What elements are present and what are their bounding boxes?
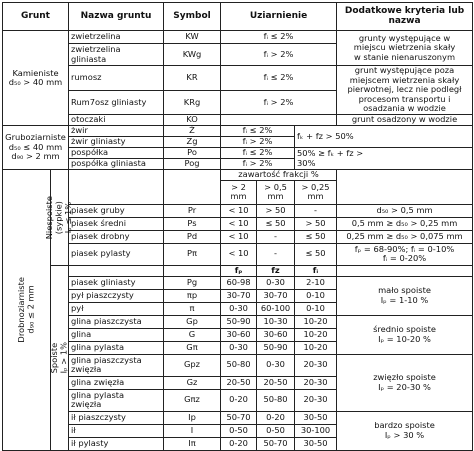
criteria-ko: grunt osadzony w wodzie xyxy=(337,115,473,126)
soil-name: zwietrzelina xyxy=(69,31,164,44)
soil-symbol: Pd xyxy=(164,230,221,243)
fraction-value: 30-60 xyxy=(221,328,257,341)
fraction-value: ≤ 50 xyxy=(257,217,295,230)
soil-symbol: KR xyxy=(164,66,221,91)
soil-symbol: Gp xyxy=(164,315,221,328)
soil-symbol: Zg xyxy=(164,137,221,148)
table-row xyxy=(3,276,473,289)
soil-symbol: KW xyxy=(164,31,221,44)
coarse-fraction-zwir: fₖ + fz > 50% xyxy=(295,126,473,148)
table-row xyxy=(3,315,473,328)
soil-name: żwir gliniasty xyxy=(69,137,164,148)
soil-name: glina zwięzła xyxy=(69,376,164,389)
soil-name: piasek gruby xyxy=(69,204,164,217)
group-gruboziarniste: Gruboziarniste d₅₀ ≤ 40 mm d₉₀ > 2 mm xyxy=(3,126,69,170)
soil-symbol: Gπz xyxy=(164,389,221,411)
table-row xyxy=(3,148,473,159)
fraction-value: 10-20 xyxy=(295,328,337,341)
gradation-value: fᵢ ≤ 2% xyxy=(221,31,337,44)
criteria-kr: grunt występujące poza miejscem wietrzenia skały pierwotnej, lecz nie podległ procesom transportu i osadzania w wodzie xyxy=(337,66,473,115)
fraction-value: < 10 xyxy=(221,217,257,230)
soil-name: glina piaszczysta zwięzła xyxy=(69,354,164,376)
soil-name: piasek drobny xyxy=(69,230,164,243)
soil-symbol: Gπ xyxy=(164,341,221,354)
fraction-value: 60-100 xyxy=(257,302,295,315)
table-row xyxy=(3,31,473,44)
criteria-kw: grunty występujące w miejscu wietrzenia skały w stanie nienaruszonym xyxy=(337,31,473,66)
fraction-value: 20-30 xyxy=(295,389,337,411)
fraction-header-row xyxy=(3,265,473,276)
soil-name: pospółka xyxy=(69,148,164,159)
soil-classification-sheet xyxy=(2,2,472,448)
gradation-value: fᵢ ≤ 2% xyxy=(221,66,337,91)
fraction-value: - xyxy=(295,204,337,217)
criteria: 0,25 mm ≥ d₅₀ > 0,075 mm xyxy=(337,230,473,243)
fraction-value: 50-70 xyxy=(257,437,295,450)
fraction-value: 20-30 xyxy=(295,354,337,376)
table-row xyxy=(3,126,473,137)
soil-name: glina pylasta xyxy=(69,341,164,354)
sieve-header: > 0,25 mm xyxy=(295,180,337,204)
sieve-header: > 2 mm xyxy=(221,180,257,204)
soil-name: pospółka gliniasta xyxy=(69,159,164,170)
gradation-value: fᵢ > 2% xyxy=(221,91,337,115)
soil-symbol: I xyxy=(164,424,221,437)
fraction-value: 0-10 xyxy=(295,302,337,315)
header-uziarnienie: Uziarnienie xyxy=(221,3,337,31)
cohesion-class: zwięzło spoiste Iₚ = 20-30 % xyxy=(337,354,473,411)
header-nazwa: Nazwa gruntu xyxy=(69,3,164,31)
fraction-value: - xyxy=(257,243,295,265)
fraction-value: 30-70 xyxy=(257,289,295,302)
fraction-content-header-row xyxy=(3,170,473,181)
fraction-value: ≤ 50 xyxy=(295,243,337,265)
soil-name: glina pylasta zwięzła xyxy=(69,389,164,411)
fraction-value: 30-60 xyxy=(257,328,295,341)
fraction-value: 0-20 xyxy=(257,411,295,424)
group-spoiste-label: Spoiste Iₚ > 1% xyxy=(49,341,69,374)
soil-name: ił piaszczysty xyxy=(69,411,164,424)
criteria: d₅₀ > 0,5 mm xyxy=(337,204,473,217)
gradation-value: fᵢ ≤ 2% xyxy=(221,126,295,137)
soil-symbol: Pg xyxy=(164,276,221,289)
group-kamieniste: Kamieniste d₅₀ > 40 mm xyxy=(3,31,69,126)
gradation-value xyxy=(221,115,337,126)
fraction-value: 0-20 xyxy=(221,389,257,411)
criteria: fₚ = 68-90%; fᵢ = 0-10% fᵢ = 0-20% xyxy=(337,243,473,265)
fraction-value: > 50 xyxy=(257,204,295,217)
fraction-value: > 50 xyxy=(295,217,337,230)
soil-symbol: Iπ xyxy=(164,437,221,450)
gradation-value: fᵢ > 2% xyxy=(221,137,295,148)
criteria: 0,5 mm ≥ d₅₀ > 0,25 mm xyxy=(337,217,473,230)
soil-symbol: Ps xyxy=(164,217,221,230)
soil-name: piasek pylasty xyxy=(69,243,164,265)
soil-name: pył xyxy=(69,302,164,315)
table-row xyxy=(3,115,473,126)
fraction-value: 20-30 xyxy=(295,376,337,389)
fraction-value: 0-50 xyxy=(257,424,295,437)
soil-symbol: Pπ xyxy=(164,243,221,265)
soil-symbol: Ip xyxy=(164,411,221,424)
soil-symbol: KO xyxy=(164,115,221,126)
soil-name: glina xyxy=(69,328,164,341)
gradation-value: fᵢ > 2% xyxy=(221,44,337,66)
fraction-value: < 10 xyxy=(221,243,257,265)
group-niespoiste-label: Niespoiste (sypkie) Iₚ ≤ 1% xyxy=(44,195,74,239)
soil-name: zwietrzelina gliniasta xyxy=(69,44,164,66)
soil-name: żwir xyxy=(69,126,164,137)
soil-name: Rum7osz gliniasty xyxy=(69,91,164,115)
group-spoiste xyxy=(51,265,69,450)
soil-symbol: Pog xyxy=(164,159,221,170)
soil-name: piasek gliniasty xyxy=(69,276,164,289)
fraction-value: 50-90 xyxy=(221,315,257,328)
fraction-value: 30-50 xyxy=(295,411,337,424)
table-row xyxy=(3,243,473,265)
fraction-value: < 10 xyxy=(221,204,257,217)
soil-classification-table xyxy=(2,2,473,451)
cohesion-class: bardzo spoiste Iₚ > 30 % xyxy=(337,411,473,450)
fraction-value: 30-70 xyxy=(221,289,257,302)
fraction-value: 20-50 xyxy=(257,376,295,389)
fraction-value: 50-80 xyxy=(257,389,295,411)
fraction-value: < 10 xyxy=(221,230,257,243)
header-grunt: Grunt xyxy=(3,3,69,31)
table-row xyxy=(3,354,473,376)
fraction-value: 30-50 xyxy=(295,437,337,450)
soil-name: rumosz xyxy=(69,66,164,91)
soil-symbol: KRg xyxy=(164,91,221,115)
fraction-value: 2-10 xyxy=(295,276,337,289)
header-kryteria: Dodatkowe kryteria lub nazwa xyxy=(337,3,473,31)
fraction-value: 0-20 xyxy=(221,437,257,450)
soil-symbol: Pr xyxy=(164,204,221,217)
fraction-value: 0-50 xyxy=(221,424,257,437)
soil-symbol: Gz xyxy=(164,376,221,389)
fraction-header-fp: fₚ xyxy=(221,265,257,276)
gradation-value: fᵢ ≤ 2% xyxy=(221,148,295,159)
fraction-value: 0-30 xyxy=(257,354,295,376)
cohesion-class: mało spoiste Iₚ = 1-10 % xyxy=(337,276,473,315)
soil-symbol: Ż xyxy=(164,126,221,137)
fraction-value: 10-30 xyxy=(257,315,295,328)
soil-name: glina piaszczysta xyxy=(69,315,164,328)
soil-symbol: Gpz xyxy=(164,354,221,376)
fraction-value: 30-100 xyxy=(295,424,337,437)
table-row xyxy=(3,411,473,424)
table-row xyxy=(3,66,473,91)
soil-name: ił pylasty xyxy=(69,437,164,450)
group-drobnoziarniste-label: Drobnoziarniste d₉₀ ≤ 2 mm xyxy=(16,276,36,343)
cohesion-class: średnio spoiste Iₚ = 10-20 % xyxy=(337,315,473,354)
soil-symbol: πp xyxy=(164,289,221,302)
gradation-value: fᵢ > 2% xyxy=(221,159,295,170)
soil-symbol: Po xyxy=(164,148,221,159)
fraction-value: 0-30 xyxy=(257,276,295,289)
group-niespoiste xyxy=(44,170,74,266)
fraction-value: 60-98 xyxy=(221,276,257,289)
coarse-fraction-pospolka: 50% ≥ fₖ + fz > 30% xyxy=(295,148,473,170)
soil-name: ił xyxy=(69,424,164,437)
fraction-value: 0-30 xyxy=(221,302,257,315)
sieve-header: > 0,5 mm xyxy=(257,180,295,204)
fraction-value: 50-90 xyxy=(257,341,295,354)
header-symbol: Symbol xyxy=(164,3,221,31)
fraction-header-fi: fᵢ xyxy=(295,265,337,276)
fraction-content-header: zawartość frakcji % xyxy=(221,170,337,181)
fraction-value: 50-70 xyxy=(221,411,257,424)
soil-symbol: KWg xyxy=(164,44,221,66)
soil-name: pył piaszczysty xyxy=(69,289,164,302)
fraction-value: ≤ 50 xyxy=(295,230,337,243)
soil-name: piasek średni xyxy=(69,217,164,230)
fraction-value: 10-20 xyxy=(295,315,337,328)
fraction-value: 0-10 xyxy=(295,289,337,302)
fraction-header-fz: fz xyxy=(257,265,295,276)
fraction-value: - xyxy=(257,230,295,243)
fraction-value: 20-50 xyxy=(221,376,257,389)
soil-name: otoczaki xyxy=(69,115,164,126)
soil-symbol: π xyxy=(164,302,221,315)
fraction-value: 50-80 xyxy=(221,354,257,376)
soil-symbol: G xyxy=(164,328,221,341)
header-row xyxy=(3,3,473,31)
fraction-value: 10-20 xyxy=(295,341,337,354)
fraction-value: 0-30 xyxy=(221,341,257,354)
